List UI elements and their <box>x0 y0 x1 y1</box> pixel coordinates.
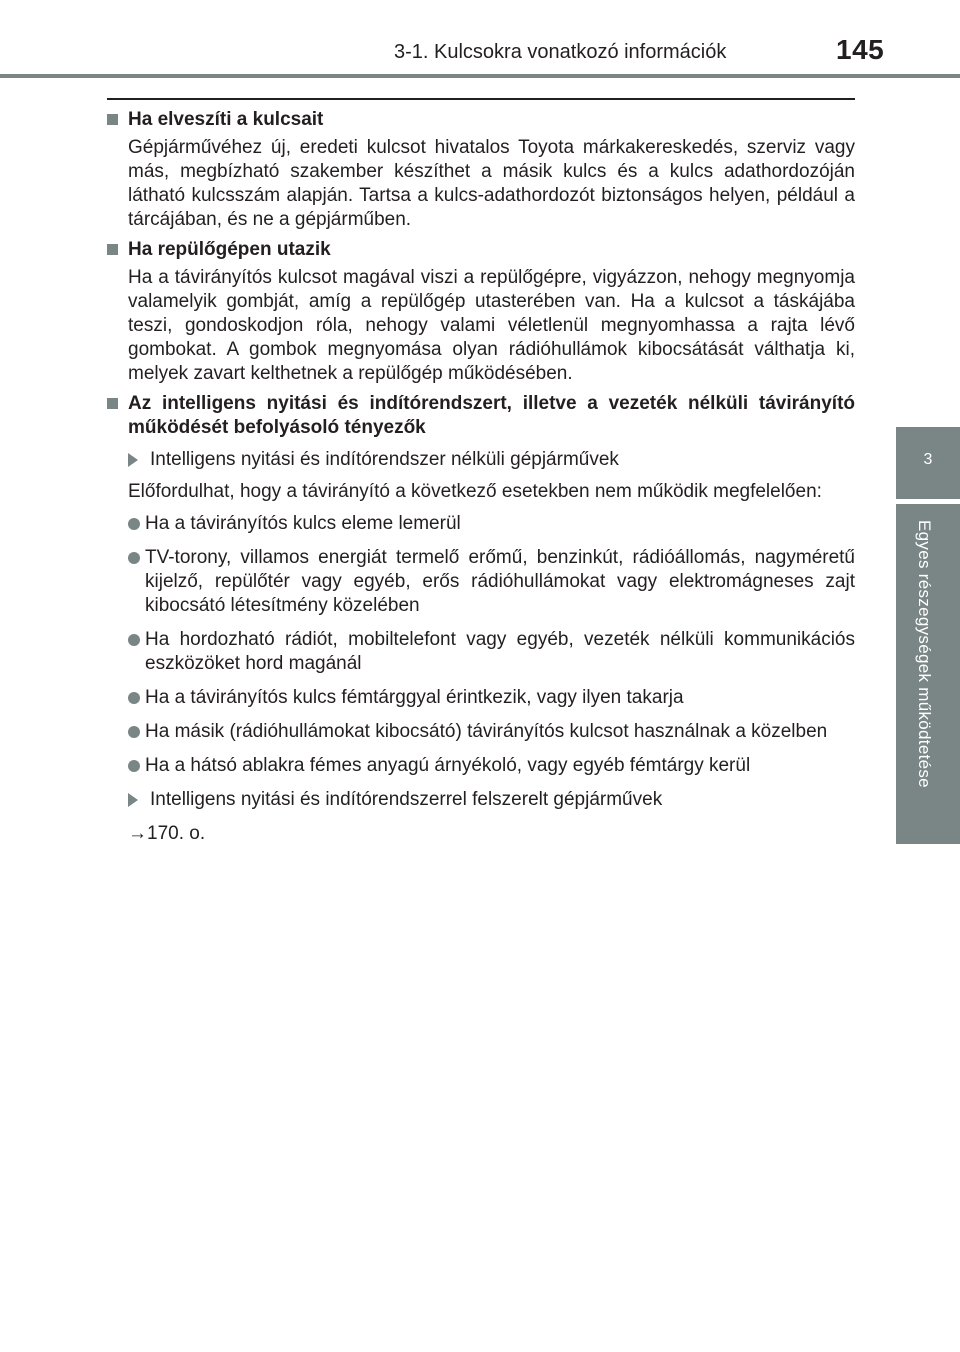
list-item-text: TV-torony, villamos energiát termelő erőmű, benzinkút, rádióállomás, nagyméretű kijelző, repülőtér vagy egyéb, erős rádióhullámokat vagy elektromágneses zajt kibocsátó létesítmény közelében <box>145 547 855 616</box>
list-item <box>128 628 855 676</box>
list-item <box>128 754 855 778</box>
square-bullet-icon <box>107 244 118 255</box>
subheading-with-smart-entry <box>128 788 855 812</box>
page-number: 145 <box>836 34 885 65</box>
triangle-bullet-icon <box>128 793 144 807</box>
running-header-title: 3-1. Kulcsokra vonatkozó információk <box>394 41 727 63</box>
chapter-title: Egyes részegységek működtetése <box>915 520 934 788</box>
chapter-number: 3 <box>923 451 933 468</box>
chapter-tab <box>896 427 960 499</box>
subheading-without-smart-entry <box>128 448 855 472</box>
lost-keys-paragraph: Gépjárművéhez új, eredeti kulcsot hivatalos Toyota márkakereskedés, szerviz vagy más, megbízható szakember készíthet a másik kulcs és a kulcs adathordozóján látható kulcsszám alapján. Tartsa a kulcs-adathordozót biztonságos helyen, például a tárcájában, és ne a gépjárműben. <box>128 137 855 230</box>
subheading-text: Intelligens nyitási és indítórendszerrel felszerelt gépjárművek <box>150 789 663 810</box>
list-item <box>128 546 855 618</box>
heading-text: Ha elveszíti a kulcsait <box>128 109 324 130</box>
round-bullet-icon <box>128 726 140 738</box>
triangle-bullet-icon <box>128 453 144 467</box>
header-rule <box>0 74 960 78</box>
round-bullet-icon <box>128 692 140 704</box>
list-item <box>128 686 855 710</box>
square-bullet-icon <box>107 398 118 409</box>
section-heading-airplane <box>107 238 855 262</box>
list-item-text: Ha hordozható rádiót, mobiltelefont vagy egyéb, vezeték nélküli kommunikációs eszközöket hord magánál <box>145 629 855 674</box>
round-bullet-icon <box>128 518 140 530</box>
content-top-rule <box>107 98 855 100</box>
square-bullet-icon <box>107 114 118 125</box>
list-item <box>128 512 855 536</box>
page-reference[interactable]: →170. o. <box>128 823 206 844</box>
factors-intro: Előfordulhat, hogy a távirányító a következő esetekben nem működik megfelelően: <box>128 481 822 502</box>
section-heading-lost-keys <box>107 108 855 132</box>
list-item-text: Ha a hátsó ablakra fémes anyagú árnyékoló, vagy egyéb fémtárgy kerül <box>145 755 751 776</box>
heading-text: Ha repülőgépen utazik <box>128 239 331 260</box>
page-content <box>107 108 855 846</box>
section-heading-factors <box>107 392 855 440</box>
list-item-text: Ha a távirányítós kulcs fémtárggyal érintkezik, vagy ilyen takarja <box>145 687 684 708</box>
round-bullet-icon <box>128 760 140 772</box>
round-bullet-icon <box>128 634 140 646</box>
heading-text: Az intelligens nyitási és indítórendszert, illetve a vezeték nélküli távirányító működését befolyásoló tényezők <box>128 393 855 438</box>
airplane-paragraph: Ha a távirányítós kulcsot magával viszi a repülőgépre, vigyázzon, nehogy megnyomja valamelyik gombját, amíg a repülőgép utasterében van. Ha a kulcsot a táskájába teszi, gondoskodjon róla, nehogy valami véletlenül megnyomhassa a rajta lévő gombokat. A gombok megnyomása olyan rádióhullámok kibocsátását válthatja ki, melyek zavart kelthetnek a repülőgép működésében. <box>128 267 855 384</box>
subheading-text: Intelligens nyitási és indítórendszer nélküli gépjárművek <box>150 449 619 470</box>
round-bullet-icon <box>128 552 140 564</box>
list-item <box>128 720 855 744</box>
list-item-text: Ha másik (rádióhullámokat kibocsátó) távirányítós kulcsot használnak a közelben <box>145 721 828 742</box>
list-item-text: Ha a távirányítós kulcs eleme lemerül <box>145 513 461 534</box>
